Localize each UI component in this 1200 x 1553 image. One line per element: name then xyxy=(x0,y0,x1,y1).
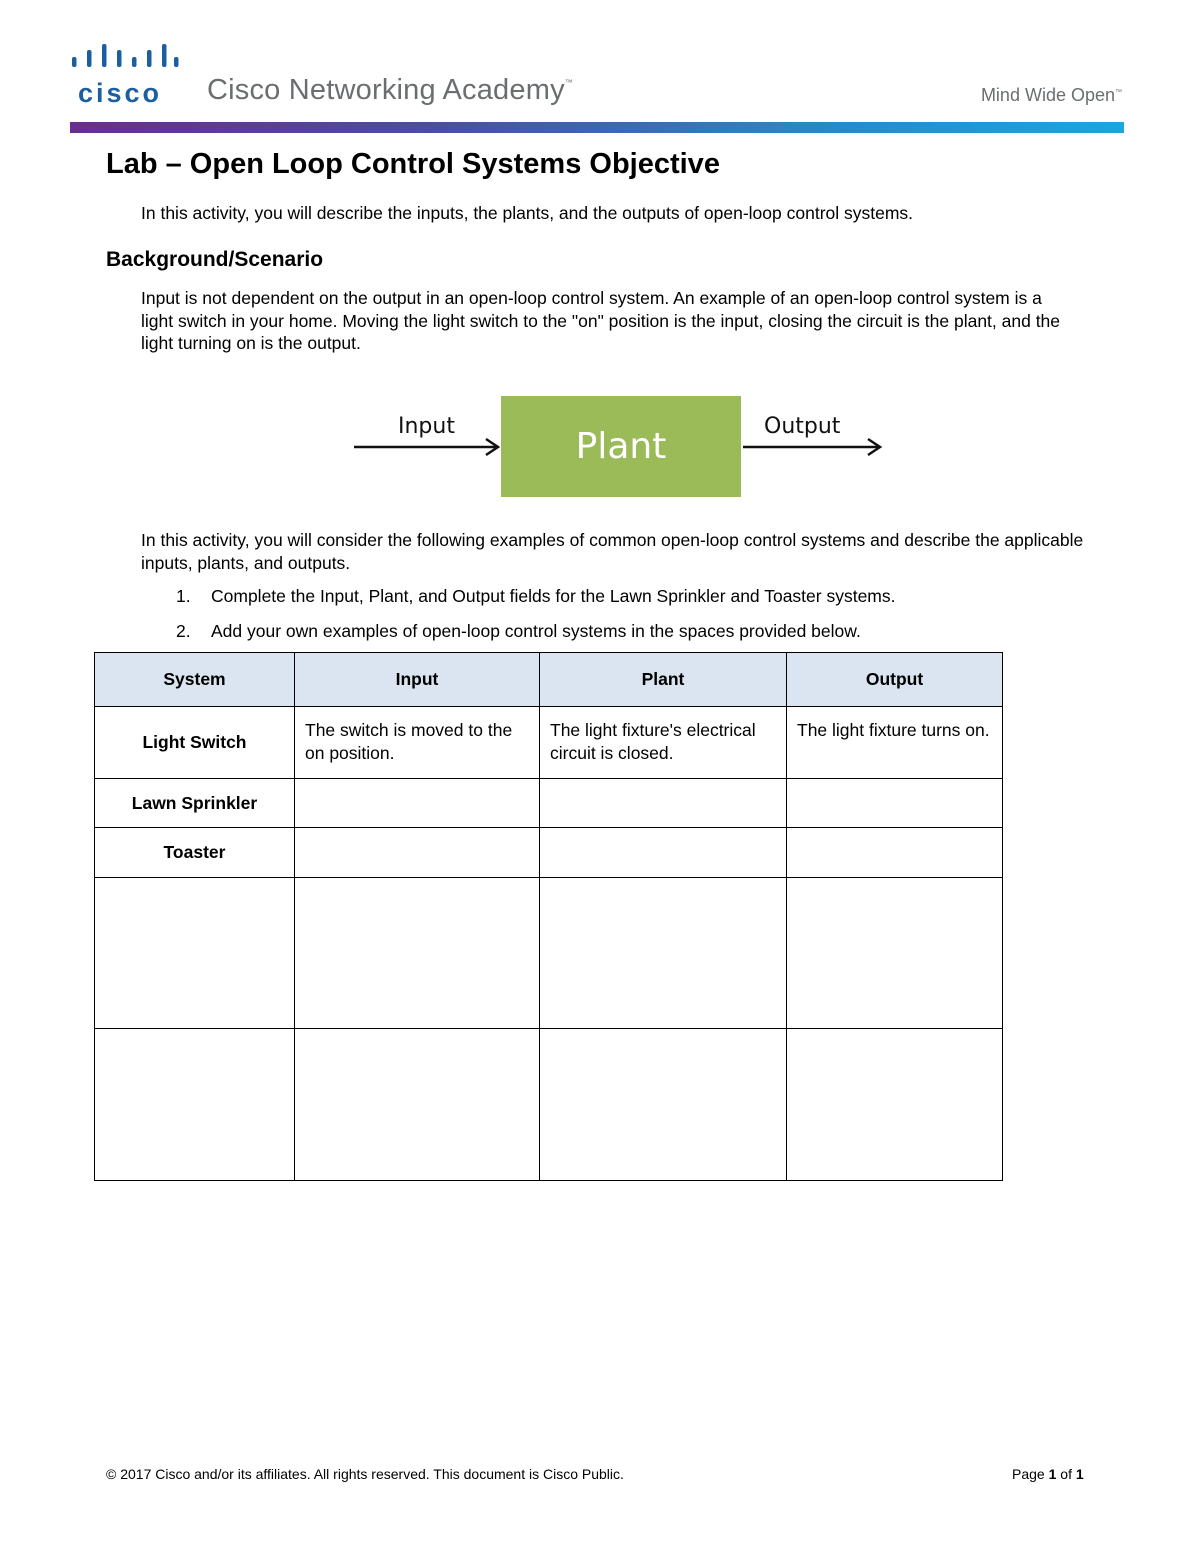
footer-page-number: Page 1 of 1 xyxy=(1012,1466,1084,1482)
output-cell[interactable]: The light fixture turns on. xyxy=(787,707,1003,779)
plant-cell[interactable]: The light fixture's electrical circuit is closed. xyxy=(540,707,787,779)
open-loop-diagram xyxy=(340,392,900,502)
system-cell: Lawn Sprinkler xyxy=(95,779,295,828)
diagram-plant-label: Plant xyxy=(575,426,667,467)
input-cell[interactable]: The switch is moved to the on position. xyxy=(295,707,540,779)
table-row xyxy=(95,779,1003,828)
page-title: Lab – Open Loop Control Systems Objective xyxy=(106,148,720,180)
diagram-input-label: Input xyxy=(398,414,455,439)
system-cell: Light Switch xyxy=(95,707,295,779)
cisco-logo xyxy=(70,44,182,106)
logo-wordmark: cisco xyxy=(78,78,163,106)
table-row xyxy=(95,1029,1003,1181)
plant-cell[interactable] xyxy=(540,779,787,828)
input-cell[interactable] xyxy=(295,1029,540,1181)
intro-text: In this activity, you will consider the following examples of common open-loop control systems and describe the applicable inputs, plants, and outputs. xyxy=(141,530,1084,573)
systems-table xyxy=(94,652,1003,1181)
plant-box xyxy=(501,396,741,497)
header-gradient-bar xyxy=(70,122,1124,133)
objective-text: In this activity, you will describe the inputs, the plants, and the outputs of open-loop control systems. xyxy=(141,203,914,223)
system-cell[interactable] xyxy=(95,1029,295,1181)
header-plant: Plant xyxy=(540,653,787,707)
brand-subtitle: Cisco Networking Academy™ xyxy=(207,74,573,106)
step-item: 2. Add your own examples of open-loop control systems in the spaces provided below. xyxy=(176,621,861,641)
header-input: Input xyxy=(295,653,540,707)
table-row xyxy=(95,828,1003,878)
table-row xyxy=(95,707,1003,779)
system-cell[interactable] xyxy=(95,878,295,1029)
table-row xyxy=(95,878,1003,1029)
system-cell: Toaster xyxy=(95,828,295,878)
background-heading: Background/Scenario xyxy=(106,248,324,271)
output-cell[interactable] xyxy=(787,828,1003,878)
input-cell[interactable] xyxy=(295,779,540,828)
plant-cell[interactable] xyxy=(540,1029,787,1181)
footer-copyright: © 2017 Cisco and/or its affiliates. All rights reserved. This document is Cisco Public. xyxy=(106,1466,624,1482)
tagline: Mind Wide Open™ xyxy=(980,85,1122,105)
plant-cell[interactable] xyxy=(540,878,787,1029)
output-cell[interactable] xyxy=(787,779,1003,828)
header-output: Output xyxy=(787,653,1003,707)
plant-cell[interactable] xyxy=(540,828,787,878)
output-cell[interactable] xyxy=(787,878,1003,1029)
input-cell[interactable] xyxy=(295,878,540,1029)
diagram-output-label: Output xyxy=(764,414,841,439)
step-item: 1. Complete the Input, Plant, and Output fields for the Lawn Sprinkler and Toaster systems. xyxy=(176,586,896,606)
header-system: System xyxy=(95,653,295,707)
input-cell[interactable] xyxy=(295,828,540,878)
table-header-row xyxy=(95,653,1003,707)
output-cell[interactable] xyxy=(787,1029,1003,1181)
background-text: Input is not dependent on the output in an open-loop control system. An example of an open-loop control system is a light switch in your home. Moving the light switch to the "on" position is the input, closing the circuit is the plant, and the light turning on is the output. xyxy=(141,288,1061,353)
